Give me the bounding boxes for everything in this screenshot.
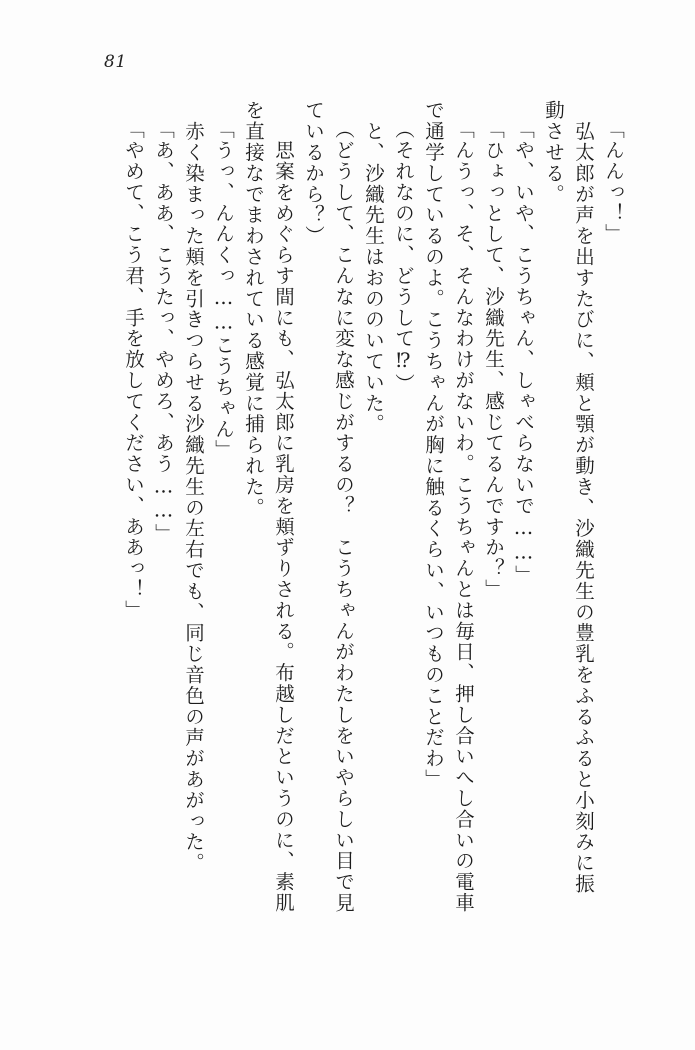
text-line: 動させる。 — [542, 100, 565, 205]
text-line: 思案をめぐらす間にも、弘太郎に乳房を頬ずりされる。布越しだというのに、素肌 — [272, 119, 295, 914]
text-line: 「やめて、こう君、手を放してください、ああっ！」 — [122, 119, 145, 621]
text-line: を直接なでまわされている感覚に捕られた。 — [242, 100, 265, 518]
text-line: 「うっ、んんくっ……こうちゃん」 — [212, 119, 235, 461]
text-line: と、沙織先生はおののいていた。 — [362, 100, 385, 435]
text-line: で通学しているのよ。こうちゃんが胸に触るくらい、いつものことだわ」 — [422, 100, 445, 790]
text-line: 「んんっ！」 — [602, 119, 625, 245]
text-line: 弘太郎が声を出すたびに、頬と顎が動き、沙織先生の豊乳をふるふると小刻みに振 — [572, 100, 595, 895]
vertical-text-body — [63, 100, 623, 980]
text-line: 「ひょっとして、沙織先生、感じてるんですか？」 — [482, 119, 505, 600]
text-line: ているから？） — [302, 100, 325, 247]
text-line: （それなのに、どうして⁉） — [392, 119, 415, 395]
text-line: 「んうっ、そ、そんなわけがないわ。こうちゃんとは毎日、押し合いへし合いの電車 — [452, 119, 475, 914]
page-number: 81 — [104, 52, 127, 72]
text-line: 「あ、ああ、こうたっ、やめろ、あう……」 — [152, 119, 175, 544]
text-line: 赤く染まった頬を引きつらせる沙織先生の左右でも、同じ音色の声があがった。 — [182, 100, 205, 874]
text-line: 「や、いや、こうちゃん、しゃべらないで……」 — [512, 119, 535, 586]
text-line: （どうして、こんなに変な感じがするの？ こうちゃんがわたしをいやらしい目で見 — [332, 119, 355, 914]
